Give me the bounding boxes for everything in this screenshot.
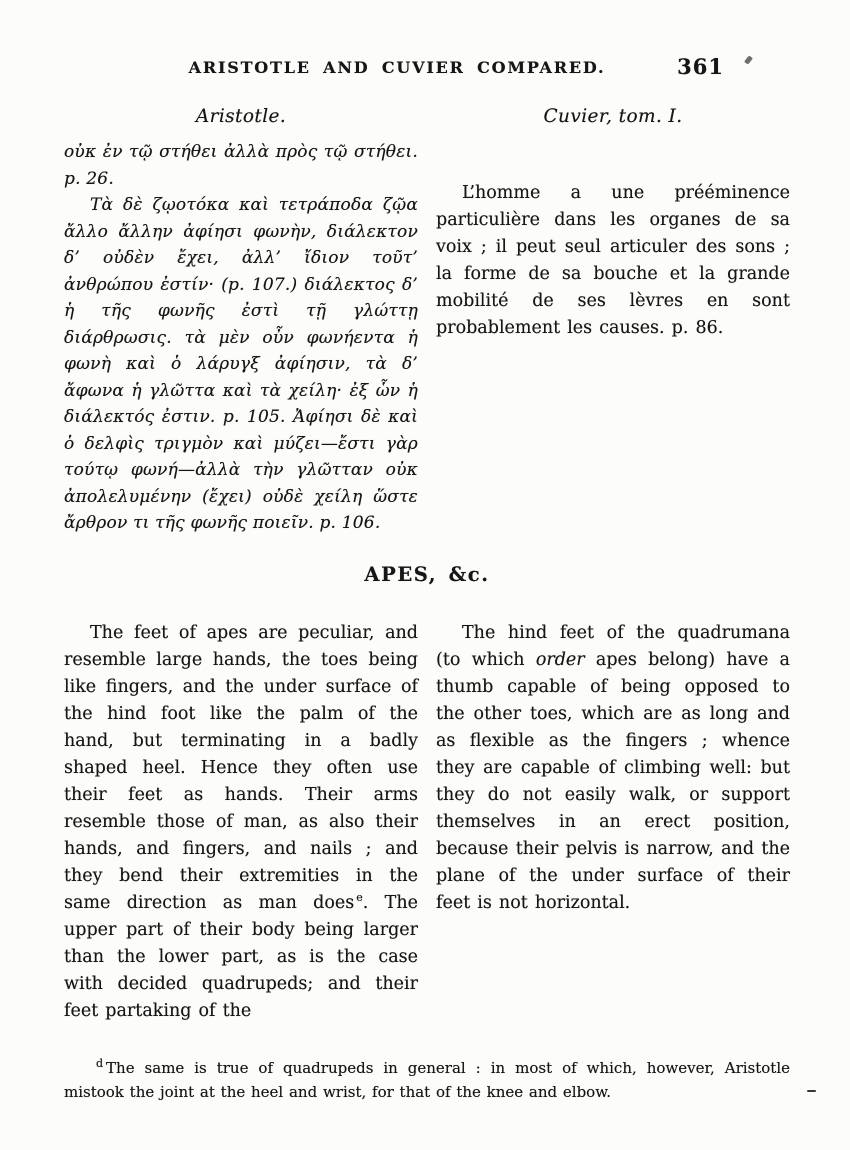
apes-right-paragraph xyxy=(436,620,790,917)
page-number: 361 xyxy=(677,54,724,79)
apes-left-column xyxy=(64,620,418,1025)
footnote-text: The same is true of quadrupeds in general : in most of which, however, Aristotle mistook the joint at the heel and wrist, for that of the knee and elbow. xyxy=(64,1059,790,1101)
apes-left-paragraph xyxy=(64,620,418,1025)
footnote-area xyxy=(64,1047,790,1104)
greek-passage-main: Τὰ δὲ ζῳοτόκα καὶ τετράποδα ζῷα ἄλλο ἄλλην ἀφίησι φωνὴν, διάλεκτον δ’ οὐδὲν ἔχει, ἀλλ’ ἴδιον τοῦτ’ ἀνθρώπου ἐστίν· (p. 107.) διάλεκτος δ’ ἡ τῆς φωνῆς ἐστὶ τῇ γλώττῃ διάρθρωσις. τὰ μὲν οὖν φωνήεντα ἡ φωνὴ καὶ ὁ λάρυγξ ἀφίησιν, τὰ δ’ ἄφωνα ἡ γλῶττα καὶ τὰ χείλη· ἐξ ὧν ἡ διάλεκτός ἐστιν. p. 105. Ἀφίησι δὲ καὶ ὁ δελφὶς τριγμὸν καὶ μύζει—ἔστι γὰρ τούτῳ φωνή—ἀλλὰ τὴν γλῶτταν οὐκ ἀπολελυμένην (ἔχει) οὐδὲ χείλη ὥστε ἄρθρον τι τῆς φωνῆς ποιεῖν. p. 106. xyxy=(64,195,418,533)
apes-section xyxy=(64,620,790,1025)
footnote-marker-d: d xyxy=(96,1057,104,1070)
footnote-marker-e: e xyxy=(356,890,363,904)
cuvier-column xyxy=(436,106,790,537)
apes-left-text-continued: . The upper part of their body being larger than the lower part, as is the case with decided quadrupeds; and their feet partaking of the xyxy=(64,892,418,1021)
apes-right-column xyxy=(436,620,790,1025)
footnote xyxy=(64,1057,790,1104)
section-heading-apes: APES, &c. xyxy=(364,562,490,586)
apes-left-text: The feet of apes are peculiar, and resemble large hands, the toes being like fingers, and the under surface of the hind foot like the palm of the hand, but terminating in a badly shaped heel. Hence they often use their feet as hands. Their arms resemble those of man, as also their hands, and fingers, and nails ; and they bend their extremities in the same direction as man does xyxy=(64,622,418,913)
apes-right-text-continued: apes belong) have a thumb capable of being opposed to the other toes, which are as long and as flexible as the fingers ; whence they are capable of climbing well: but they do not easily walk, or support themselves in an erect position, because their pelvis is narrow, and the plane of the under surface of their feet is not horizontal. xyxy=(436,649,790,913)
hyphen-mark xyxy=(807,1090,816,1093)
comparison-section xyxy=(64,106,790,537)
apes-right-text: The hind feet of the quadrumana (to which xyxy=(436,622,790,670)
page-header xyxy=(64,54,790,88)
aristotle-column-heading: Aristotle. xyxy=(195,106,287,127)
cuvier-passage: L’homme a une prééminence particulière dans les organes de sa voix ; il peut seul articuler des sons ; la forme de sa bouche et la grande mobilité de ses lèvres en sont probablement les causes. p. 86. xyxy=(436,183,790,338)
aristotle-column xyxy=(64,106,418,537)
italic-word-order: order xyxy=(535,649,585,670)
cuvier-column-heading: Cuvier, tom. I. xyxy=(543,106,683,127)
running-title: ARISTOTLE AND CUVIER COMPARED. xyxy=(188,58,606,77)
greek-passage-continuation: οὐκ ἐν τῷ στήθει ἀλλὰ πρὸς τῷ στήθει. p. 26. xyxy=(64,142,418,189)
